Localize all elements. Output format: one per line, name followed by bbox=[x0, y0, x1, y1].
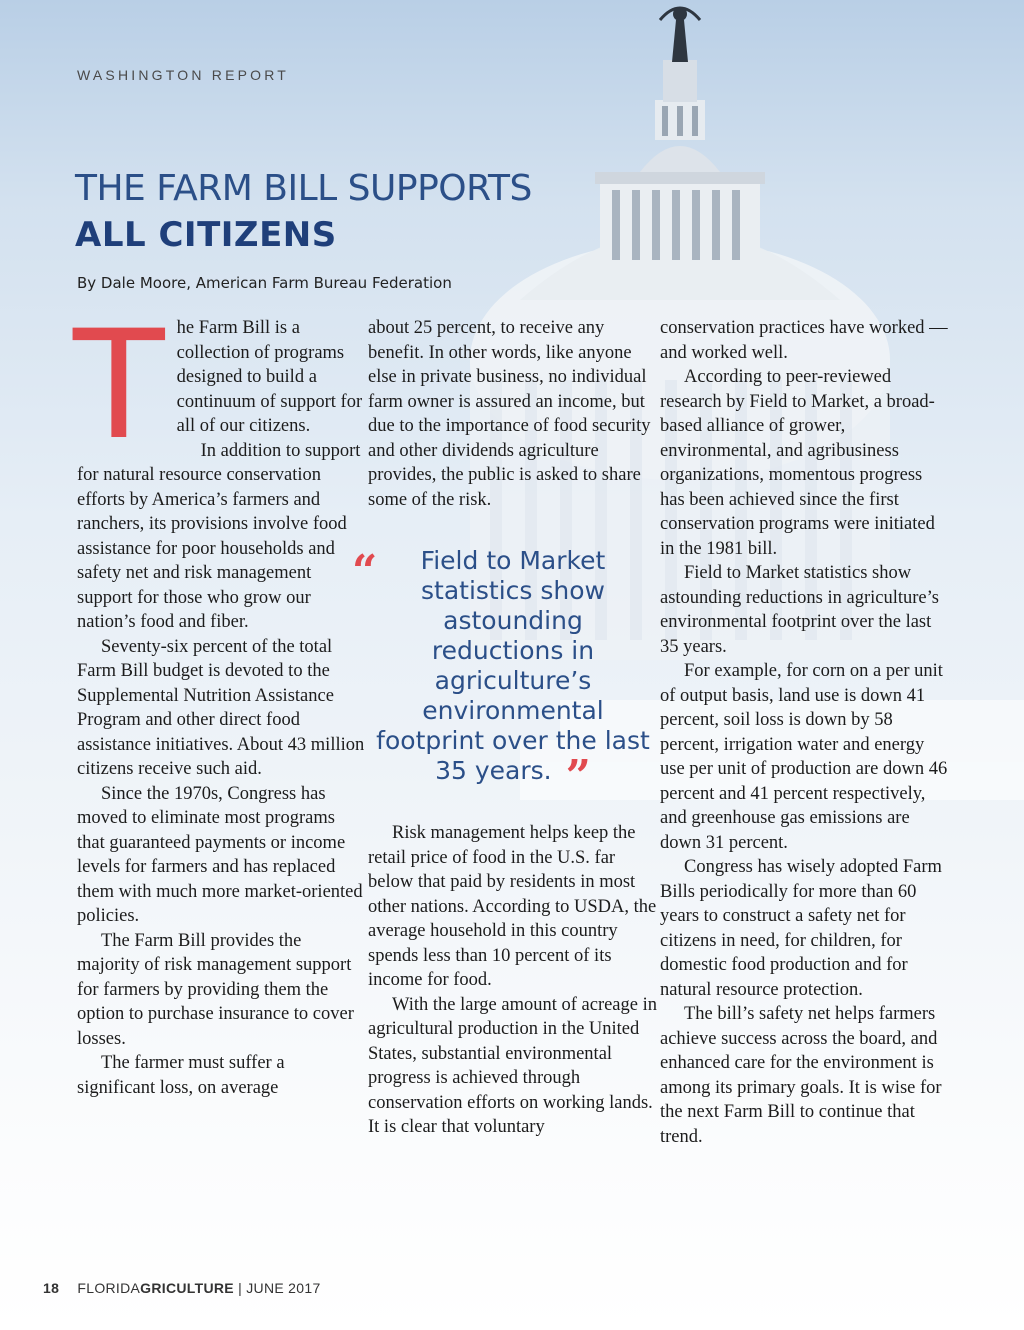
section-label: WASHINGTON REPORT bbox=[77, 67, 290, 83]
paragraph: The farmer must suffer a significant loss, on average bbox=[77, 1053, 285, 1098]
headline-line-1: THE FARM BILL SUPPORTS bbox=[75, 168, 532, 209]
byline: By Dale Moore, American Farm Bureau Federation bbox=[77, 274, 452, 292]
paragraph: Field to Market statistics show astounding reductions in agriculture’s environmental footprint over the last 35 years. bbox=[660, 563, 939, 657]
column-1 bbox=[73, 299, 367, 1100]
paragraph: The Farm Bill provides the majority of risk management support for farmers by providing them the option to purchase insurance to cover losses. bbox=[77, 930, 354, 1049]
column-2 bbox=[352, 316, 658, 1140]
headline bbox=[75, 165, 635, 257]
page-footer bbox=[43, 1280, 321, 1296]
paragraph: In addition to support for natural resource conservation efforts by America’s farmers and ranchers, its provisions involve food assistance for poor households and safety net and risk management support for those who grow our nation’s food and fiber. bbox=[77, 440, 361, 632]
paragraph: Since the 1970s, Congress has moved to eliminate most programs that guaranteed payments or income levels for farmers and has replaced them with much more market-oriented policies. bbox=[77, 783, 363, 926]
paragraph: The bill’s safety net helps farmers achieve success across the board, and enhanced care for the environment is among its primary goals. It is wise for the next Farm Bill to continue that trend. bbox=[660, 1004, 942, 1147]
issue-date: | JUNE 2017 bbox=[238, 1280, 321, 1296]
paragraph: he Farm Bill is a collection of programs designed to build a continuum of support for all of our citizens. bbox=[176, 318, 363, 436]
paragraph: For example, for corn on a per unit of output basis, land use is down 41 percent, soil loss is down by 58 percent, irrigation water and energy use per unit of production are down 46 percent and 41 percent respectively, and greenhouse gas emissions are down 31 percent. bbox=[660, 661, 948, 853]
pull-quote-text: Field to Market statistics show astounding reductions in agriculture’s environmental footprint over the last 35 years. bbox=[376, 546, 650, 785]
column-3 bbox=[660, 316, 950, 1149]
page-number: 18 bbox=[43, 1280, 60, 1296]
paragraph: conservation practices have worked — and worked well. bbox=[660, 318, 948, 363]
close-quote-icon: ” bbox=[565, 751, 591, 802]
paragraph: about 25 percent, to receive any benefit. In other words, like anyone else in private business, no individual farm owner is assured an income, but due to the importance of food security and other dividends agriculture provides, the public is asked to share some of the risk. bbox=[368, 318, 651, 510]
paragraph: Seventy-six percent of the total Farm Bill budget is devoted to the Supplemental Nutrition Assistance Program and other direct food assistance initiatives. About 43 million citizens receive such aid. bbox=[77, 636, 365, 779]
magazine-name-part-1: FLORIDA bbox=[77, 1280, 141, 1296]
paragraph: Congress has wisely adopted Farm Bills periodically for more than 60 years to construct a safety net for citizens in need, for children, for domestic food production and for natural resource protection. bbox=[660, 857, 942, 1000]
pull-quote bbox=[352, 546, 658, 802]
open-quote-icon: “ bbox=[352, 546, 378, 597]
drop-cap: T bbox=[73, 299, 165, 473]
paragraph: With the large amount of acreage in agricultural production in the United States, substantial environmental progress is achieved through conservation efforts on working lands. It is clear that voluntary bbox=[368, 994, 657, 1137]
paragraph: Risk management helps keep the retail price of food in the U.S. far below that paid by residents in most other nations. According to USDA, the average household in this country spends less than 10 percent of its income for food. bbox=[368, 823, 657, 990]
headline-line-2: ALL CITIZENS bbox=[75, 215, 337, 255]
magazine-name-part-2: GRICULTURE bbox=[140, 1280, 234, 1296]
paragraph: According to peer-reviewed research by Field to Market, a broad-based alliance of grower, environmental, and agribusiness organizations, momentous progress has been achieved since the first conservation programs were initiated in the 1981 bill. bbox=[660, 367, 935, 559]
